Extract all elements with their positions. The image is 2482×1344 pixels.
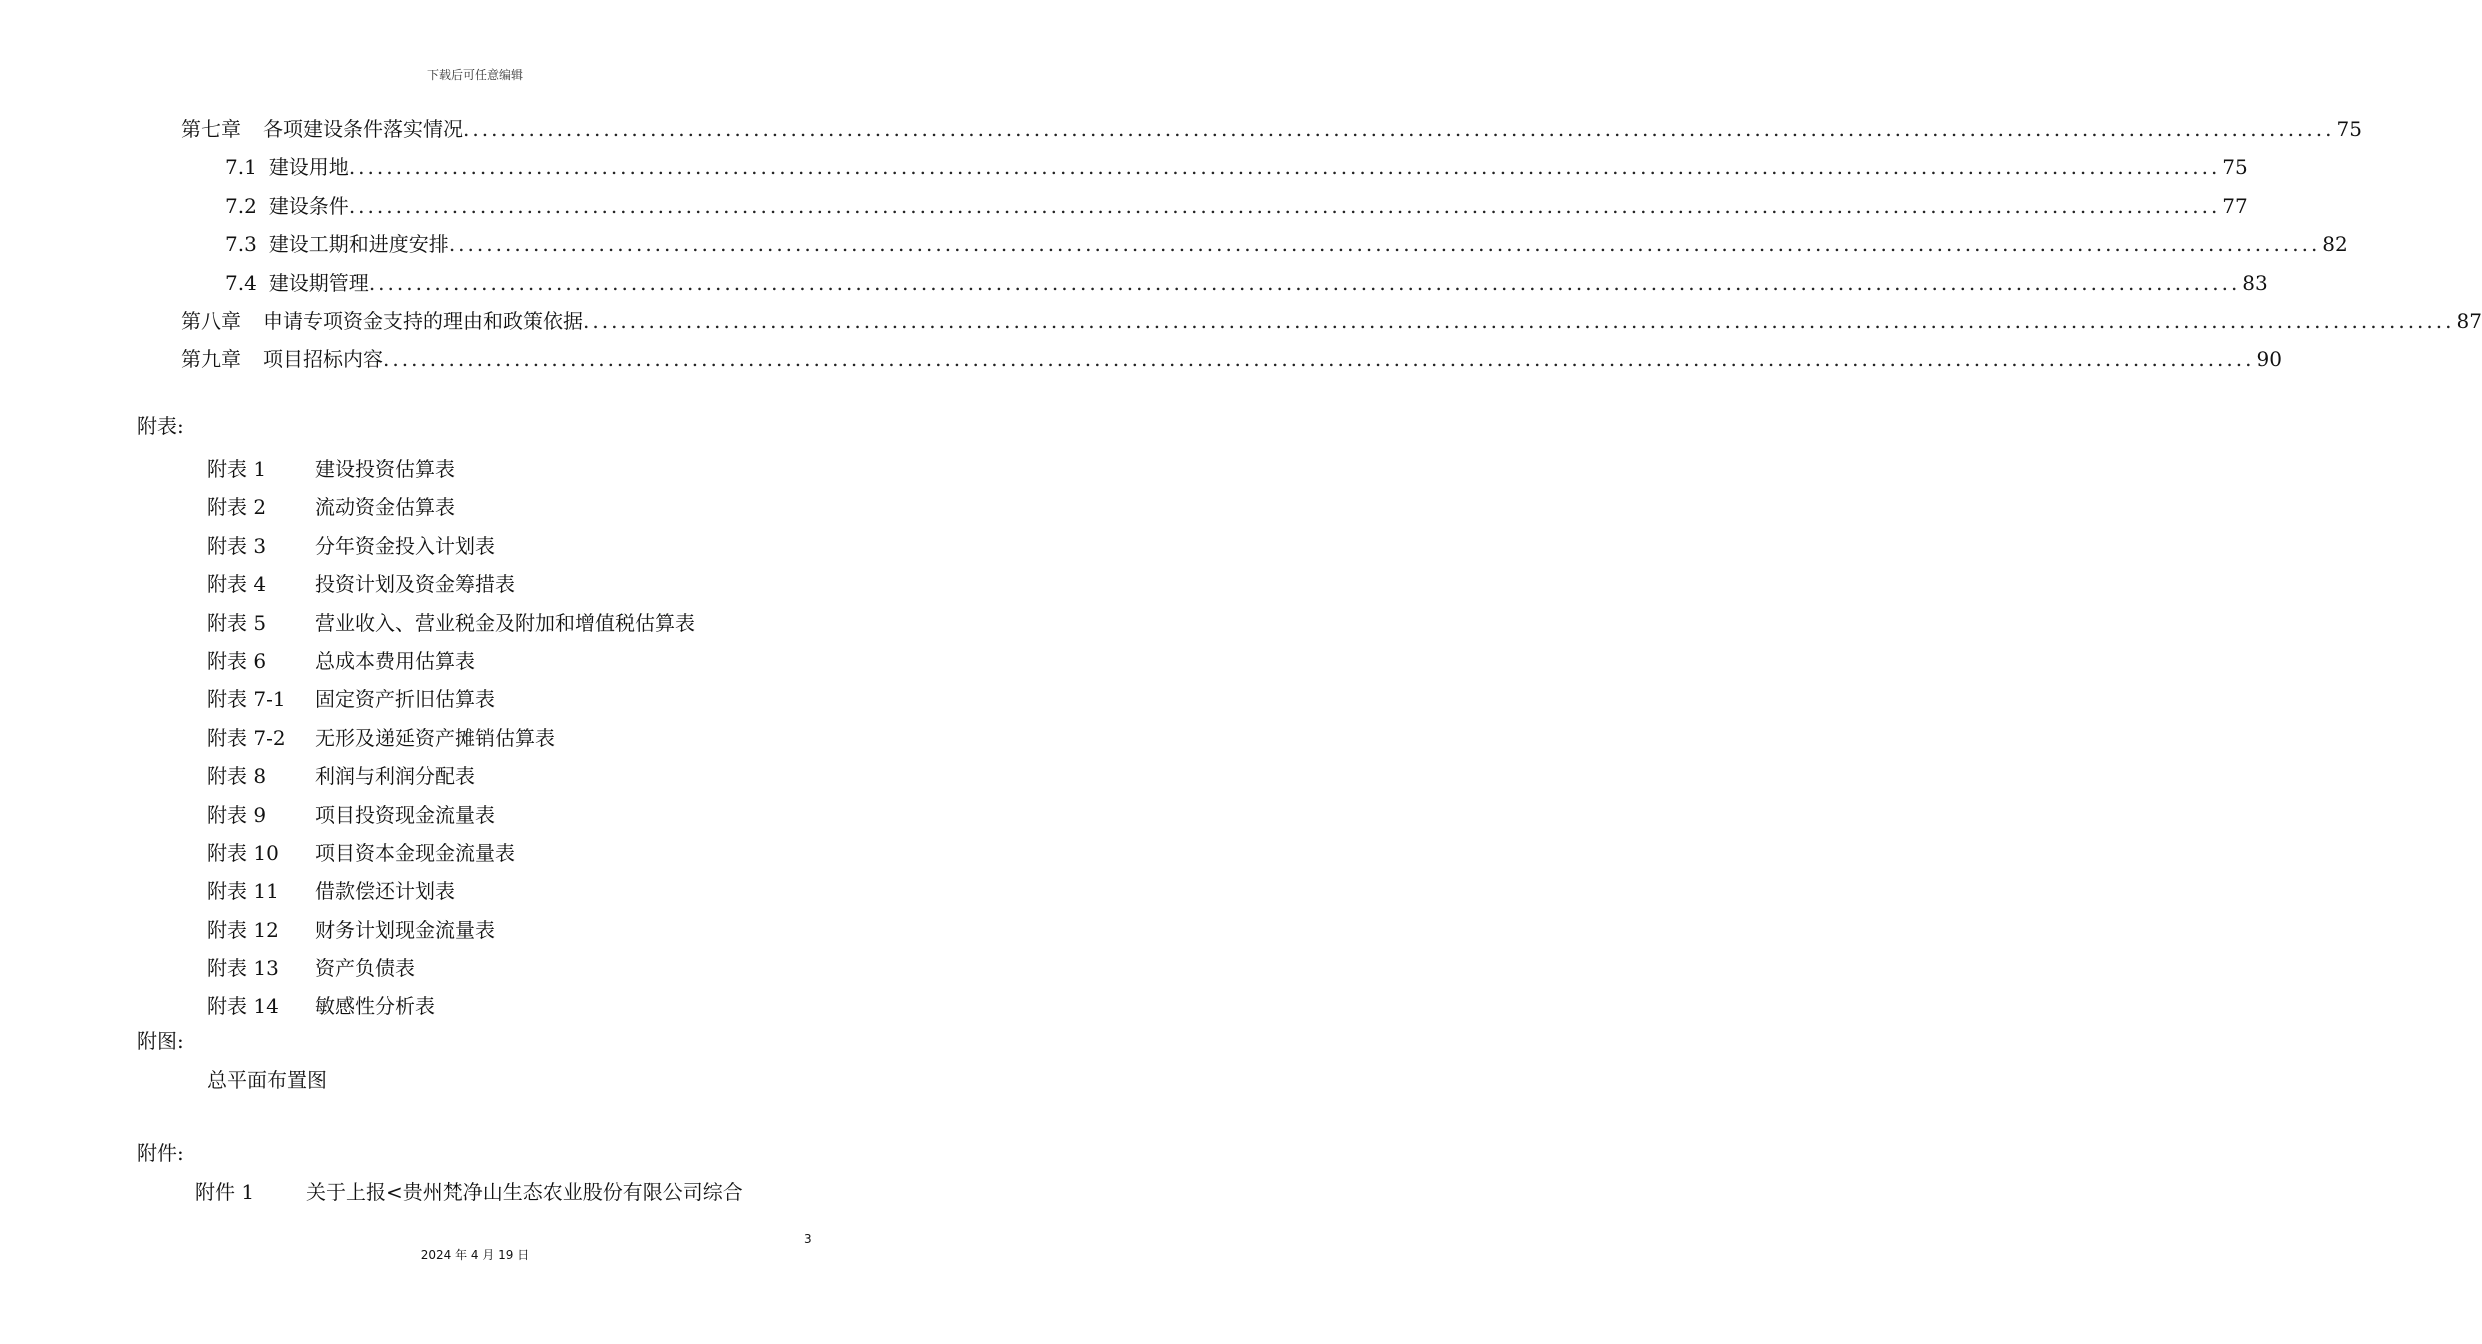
toc-entry-page: 87 xyxy=(2456,308,2482,333)
table-list-item xyxy=(207,911,695,949)
toc-entry xyxy=(181,302,2482,340)
toc-entry-number: 7.4 xyxy=(225,270,257,295)
table-item-number: 附表 10 xyxy=(207,840,279,865)
table-item-title: 敏感性分析表 xyxy=(315,994,435,1019)
annex-item xyxy=(195,1176,743,1208)
toc-entry xyxy=(181,264,2268,302)
annex-item-number: 附件 1 xyxy=(195,1180,255,1204)
toc-leader-dots: ........................................................................................................................................................................................................ xyxy=(383,347,2255,372)
table-item-title: 利润与利润分配表 xyxy=(315,764,475,789)
figure-item: 总平面布置图 xyxy=(207,1068,327,1092)
figures-section-label: 附图: xyxy=(137,1029,184,1053)
table-list-item xyxy=(207,527,695,565)
toc-entry-title: 建设工期和进度安排 xyxy=(268,232,449,257)
table-item-number: 附表 6 xyxy=(207,648,267,673)
toc-entry-page: 90 xyxy=(2256,347,2282,372)
table-item-number: 附表 3 xyxy=(207,533,267,558)
toc-entry xyxy=(181,225,2348,263)
table-list-item xyxy=(207,680,695,718)
table-item-title: 营业收入、营业税金及附加和增值税估算表 xyxy=(315,610,695,635)
table-item-number: 附表 5 xyxy=(207,610,267,635)
toc-entry-page: 75 xyxy=(2336,117,2362,141)
table-item-title: 项目投资现金流量表 xyxy=(315,802,495,827)
toc-entry-page: 82 xyxy=(2322,232,2348,257)
table-item-number: 附表 1 xyxy=(207,457,267,481)
toc-entry xyxy=(181,187,2248,225)
table-item-number: 附表 9 xyxy=(207,802,267,827)
toc-entry-title: 建设条件 xyxy=(268,193,349,218)
table-list-item xyxy=(207,719,695,757)
table-list-item xyxy=(207,565,695,603)
table-list-item xyxy=(207,604,695,642)
toc-entry-title: 各项建设条件落实情况 xyxy=(263,117,463,141)
table-list-item xyxy=(207,450,695,488)
table-item-title: 总成本费用估算表 xyxy=(315,648,475,673)
table-item-title: 无形及递延资产摊销估算表 xyxy=(315,725,555,750)
toc-leader-dots: ........................................................................................................................................................................................................ xyxy=(448,232,2321,257)
footer-date: 2024 年 4 月 19 日 xyxy=(420,1248,530,1262)
toc-entry-page: 75 xyxy=(2222,155,2248,180)
toc-leader-dots: ........................................................................................................................................................................................................ xyxy=(348,155,2221,180)
toc-entry-number: 第七章 xyxy=(181,117,241,141)
table-item-title: 投资计划及资金筹措表 xyxy=(315,572,515,597)
toc-entry-page: 83 xyxy=(2242,270,2268,295)
table-item-title: 资产负债表 xyxy=(315,956,415,981)
annex-section-label: 附件: xyxy=(137,1141,184,1165)
toc-entry-page: 77 xyxy=(2222,193,2248,218)
toc-leader-dots: ........................................................................................................................................................................................................ xyxy=(368,270,2241,295)
toc-entry-number: 7.2 xyxy=(225,193,257,218)
table-list-item xyxy=(207,642,695,680)
table-list-item xyxy=(207,949,695,987)
table-item-title: 财务计划现金流量表 xyxy=(315,917,495,942)
table-item-number: 附表 14 xyxy=(207,994,279,1019)
toc-entry-title: 申请专项资金支持的理由和政策依据 xyxy=(263,308,583,333)
tables-section-label: 附表: xyxy=(137,414,184,438)
table-item-number: 附表 7-2 xyxy=(207,725,286,750)
toc-entry-title: 建设期管理 xyxy=(268,270,369,295)
table-item-number: 附表 7-1 xyxy=(207,687,286,712)
table-item-title: 流动资金估算表 xyxy=(315,495,455,520)
toc-entry xyxy=(181,110,2362,148)
toc-entry-title: 建设用地 xyxy=(268,155,349,180)
toc-entry-number: 第九章 xyxy=(181,347,241,372)
toc-entry-number: 7.3 xyxy=(225,232,257,257)
table-item-title: 分年资金投入计划表 xyxy=(315,533,495,558)
table-list-item xyxy=(207,834,695,872)
toc-entry-number: 第八章 xyxy=(181,308,241,333)
table-item-title: 固定资产折旧估算表 xyxy=(315,687,495,712)
table-list-item xyxy=(207,872,695,910)
table-item-number: 附表 12 xyxy=(207,917,279,942)
toc-entry xyxy=(181,340,2282,378)
annex-item-title: 关于上报<贵州梵净山生态农业股份有限公司综合 xyxy=(306,1180,743,1204)
toc-leader-dots: ........................................................................................................................................................................................................ xyxy=(348,193,2221,218)
table-of-contents xyxy=(181,110,2482,379)
toc-entry-number: 7.1 xyxy=(225,155,257,180)
table-item-number: 附表 13 xyxy=(207,956,279,981)
table-list-item xyxy=(207,796,695,834)
toc-entry xyxy=(181,148,2248,186)
table-item-number: 附表 4 xyxy=(207,572,267,597)
table-item-title: 借款偿还计划表 xyxy=(315,879,455,904)
toc-leader-dots: ........................................................................................................................................................................................................ xyxy=(463,117,2335,141)
table-item-number: 附表 2 xyxy=(207,495,267,520)
table-list-item xyxy=(207,987,695,1025)
table-item-number: 附表 11 xyxy=(207,879,279,904)
toc-leader-dots: ........................................................................................................................................................................................................ xyxy=(583,308,2455,333)
table-list-item xyxy=(207,757,695,795)
table-item-number: 附表 8 xyxy=(207,764,267,789)
tables-list xyxy=(207,450,695,1026)
page-number: 3 xyxy=(804,1232,812,1246)
table-item-title: 建设投资估算表 xyxy=(315,457,455,481)
toc-entry-title: 项目招标内容 xyxy=(263,347,383,372)
page-header: 下载后可任意编辑 xyxy=(426,68,523,82)
table-item-title: 项目资本金现金流量表 xyxy=(315,840,515,865)
table-list-item xyxy=(207,488,695,526)
